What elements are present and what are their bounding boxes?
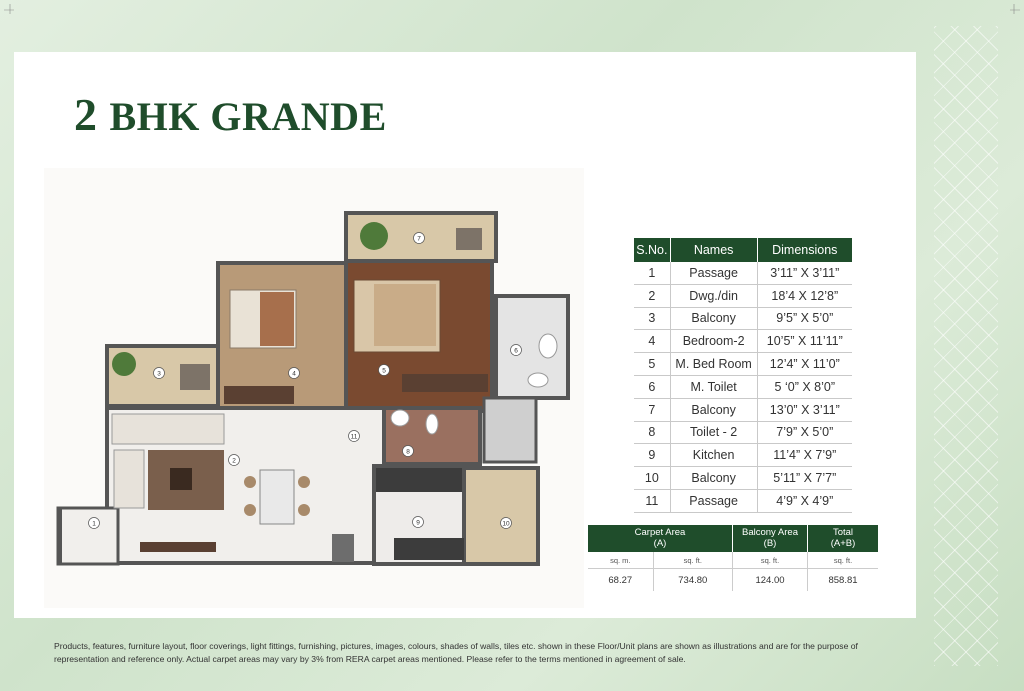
column-header: Names <box>670 238 757 262</box>
table-cell: 5 <box>634 353 670 376</box>
table-row <box>634 353 852 376</box>
total-area-header: Total (A+B) <box>808 525 879 552</box>
table-cell: 18’4 X 12’8” <box>757 284 852 307</box>
svg-text:9: 9 <box>416 519 420 527</box>
table-row <box>634 489 852 512</box>
room-number-marker <box>414 233 425 244</box>
column-header: S.No. <box>634 238 670 262</box>
table-row <box>634 421 852 444</box>
table-cell: Bedroom-2 <box>670 330 757 353</box>
unit-label: sq. ft. <box>808 552 879 569</box>
table-cell: 11’4” X 7’9” <box>757 444 852 467</box>
table-cell: 8 <box>634 421 670 444</box>
table-cell: 4 <box>634 330 670 353</box>
crop-mark-icon <box>1010 4 1020 14</box>
room-number-marker <box>289 368 300 379</box>
balcony-area-header: Balcony Area (B) <box>733 525 808 552</box>
carpet-area-sqft: 734.80 <box>653 569 732 592</box>
table-cell: Balcony <box>670 467 757 490</box>
carpet-area-header: Carpet Area (A) <box>588 525 733 552</box>
room-number-marker <box>379 365 390 376</box>
room-number-marker <box>349 431 360 442</box>
svg-text:11: 11 <box>350 433 358 441</box>
carpet-area-sqm: 68.27 <box>588 569 653 592</box>
table-cell: 6 <box>634 375 670 398</box>
table-cell: Kitchen <box>670 444 757 467</box>
table-cell: 10’5” X 11’11” <box>757 330 852 353</box>
table-cell: 2 <box>634 284 670 307</box>
svg-text:10: 10 <box>502 520 510 528</box>
table-cell: 3’11” X 3’11” <box>757 262 852 284</box>
crop-mark-icon <box>4 4 14 14</box>
svg-text:5: 5 <box>382 367 386 375</box>
unit-label: sq. ft. <box>653 552 732 569</box>
table-row <box>634 375 852 398</box>
svg-text:2: 2 <box>232 457 236 465</box>
area-header-row <box>588 525 878 552</box>
table-cell: 9 <box>634 444 670 467</box>
unit-label: sq. ft. <box>733 552 808 569</box>
table-cell: Balcony <box>670 307 757 330</box>
table-row <box>634 398 852 421</box>
table-cell: M. Toilet <box>670 375 757 398</box>
table-cell: 7’9” X 5’0” <box>757 421 852 444</box>
column-header: Dimensions <box>757 238 852 262</box>
table-cell: Passage <box>670 262 757 284</box>
dimensions-table <box>634 238 852 513</box>
room-number-marker <box>413 517 424 528</box>
page-title: 2 BHK GRANDE <box>74 89 387 140</box>
table-row <box>634 330 852 353</box>
table-cell: Passage <box>670 489 757 512</box>
units-row <box>588 552 878 569</box>
table-row <box>634 444 852 467</box>
table-cell: 3 <box>634 307 670 330</box>
room-number-marker <box>403 446 414 457</box>
table-cell: Dwg./din <box>670 284 757 307</box>
values-row <box>588 569 878 592</box>
table-row <box>634 284 852 307</box>
table-cell: 1 <box>634 262 670 284</box>
table-header-row <box>634 238 852 262</box>
disclaimer-text: Products, features, furniture layout, floor coverings, light fittings, furnishing, pictures, images, colours, shades of walls, tiles etc. shown in these Floor/Unit plans are shown as illustrations and are for the purpose of representation and reference only. Actual carpet areas may vary by 3% from RERA carpet areas mentioned. Please refer to the terms mentioned in agreement of sale. <box>54 641 858 664</box>
room-number-marker <box>154 368 165 379</box>
area-table <box>588 525 878 591</box>
table-cell: 11 <box>634 489 670 512</box>
table-cell: 10 <box>634 467 670 490</box>
table-cell: 7 <box>634 398 670 421</box>
table-row <box>634 467 852 490</box>
room-number-marker <box>89 518 100 529</box>
table-cell: M. Bed Room <box>670 353 757 376</box>
table-row <box>634 262 852 284</box>
table-cell: 9’5” X 5’0” <box>757 307 852 330</box>
svg-text:7: 7 <box>417 235 421 243</box>
room-number-marker <box>511 345 522 356</box>
table-cell: Toilet - 2 <box>670 421 757 444</box>
table-cell: 5’11” X 7’7” <box>757 467 852 490</box>
svg-text:6: 6 <box>514 347 518 355</box>
svg-text:3: 3 <box>157 370 161 378</box>
decorative-pattern <box>934 26 998 666</box>
floor-plan <box>44 168 584 608</box>
room-number-marker <box>501 518 512 529</box>
total-area-sqft: 858.81 <box>828 574 858 586</box>
table-cell: Balcony <box>670 398 757 421</box>
svg-text:8: 8 <box>406 448 410 456</box>
table-cell: 13’0” X 3’11” <box>757 398 852 421</box>
room-number-marker <box>229 455 240 466</box>
table-cell: 5 ‘0” X 8’0” <box>757 375 852 398</box>
svg-text:1: 1 <box>92 520 96 528</box>
svg-text:4: 4 <box>292 370 296 378</box>
unit-label: sq. m. <box>588 552 653 569</box>
table-cell: 12’4” X 11’0” <box>757 353 852 376</box>
balcony-area-sqft: 124.00 <box>733 569 808 592</box>
table-row <box>634 307 852 330</box>
table-cell: 4’9” X 4’9” <box>757 489 852 512</box>
